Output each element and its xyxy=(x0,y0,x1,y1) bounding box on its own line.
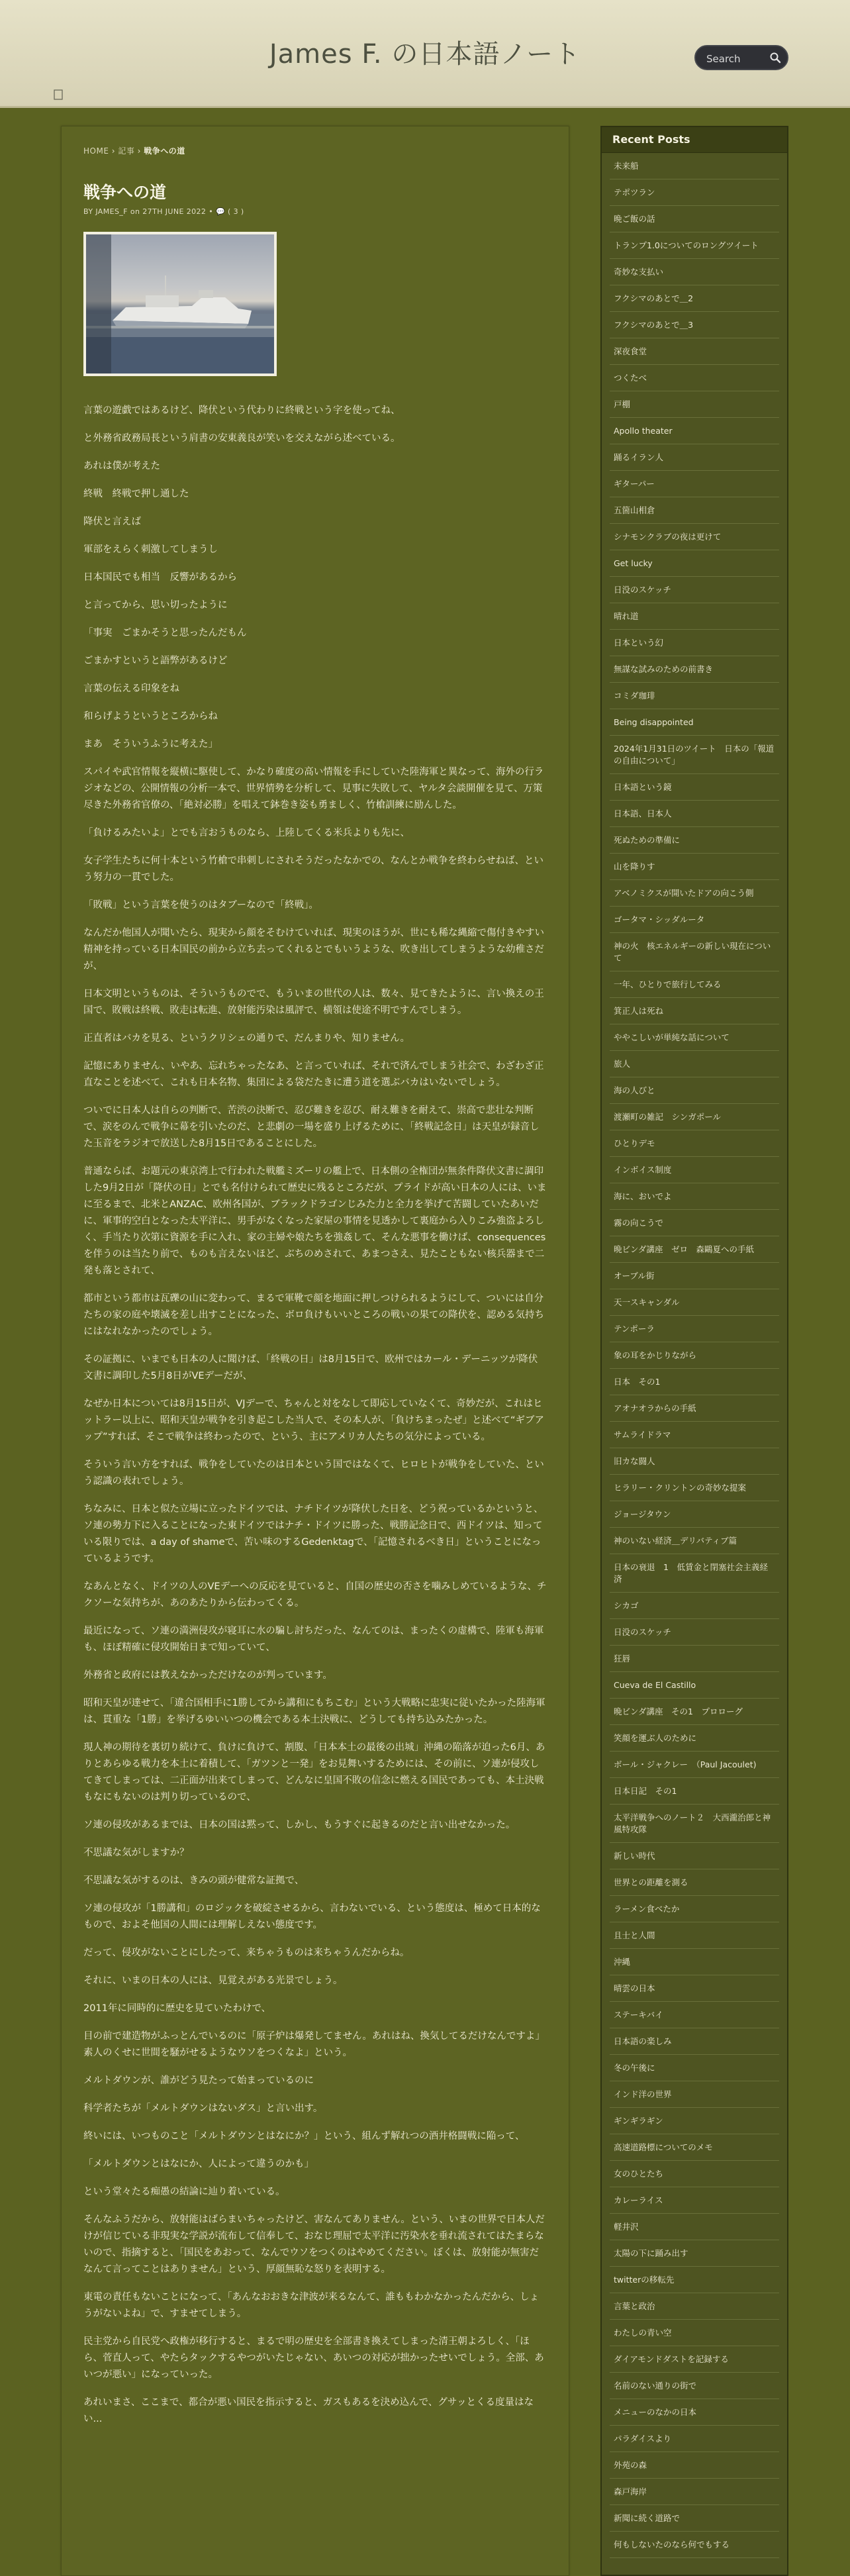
post-paragraph: 降伏と言えば xyxy=(83,517,141,527)
post-paragraph: まあ そういうふうに考えた」 xyxy=(83,739,218,750)
post-paragraph: 2011年に同時的に歴史を見ていたわけで、 xyxy=(83,2003,271,2014)
post-paragraph: 日本文明というものは、そういうものでで、もういまの世代の人は、数々、見てきたように、言い換えの王国で、敗戦は終戦、敗走は転進、放射能汚染は風評で、横領は使途不明ですんでしまう。 xyxy=(83,989,544,1016)
post-paragraph: 終いには、いつものこと「メルトダウンとはなにか？」という、組んず解れつの酒井格闘戦に陥って、 xyxy=(83,2131,525,2142)
recent-post-item xyxy=(610,2108,779,2134)
recent-post-link[interactable]: わたしの青い空 xyxy=(614,2328,672,2338)
recent-post-link[interactable]: 言葉と政治 xyxy=(614,2301,655,2311)
recent-post-item xyxy=(610,2532,779,2558)
search-icon[interactable] xyxy=(769,52,781,64)
recent-post-item xyxy=(610,1593,779,1619)
recent-post-link[interactable]: ヒラリー・クリントンの奇妙な提案 xyxy=(614,1483,747,1493)
recent-post-item xyxy=(610,391,779,418)
recent-post-link[interactable]: 太陽の下に踊み出す xyxy=(614,2248,688,2258)
recent-post-item xyxy=(610,1289,779,1316)
recent-post-item xyxy=(610,1263,779,1289)
search-box[interactable] xyxy=(694,45,788,70)
recent-post-link[interactable]: 死ぬための準備に xyxy=(614,835,681,845)
recent-post-item xyxy=(610,2161,779,2187)
recent-post-item xyxy=(610,1805,779,1843)
post-paragraph: 普通ならば、お題元の東京湾上で行われた戦艦ミズーリの艦上で、日本側の全権団が無条件降伏文書に調印した9月2日が「降伏の日」とでも名付けられて歴史に残るところだが、プライドが高い日本の人には、いまに至るまで、北米とANZAC、欧州各国が、ブラックドラゴンじみた力と全力を挙げて苦闘していたあいだに、軍事的空白となった太平洋に、男手がなくなった家屋の事情を見透かして裏庭から入りこみ強盗よろしく、手当たり次第に資源を手に入れ、家の主婦や娘たちを強姦して、そんな悪事を働けば、consequencesを伴うのは当たり前で、ものも言えないほど、ぶちのめされて、あまつさえ、見たこともない核兵器まで二発も落とされて、 xyxy=(83,1166,547,1276)
recent-post-item xyxy=(610,1843,779,1869)
post-paragraph: そんなふうだから、放射能はばらまいちゃったけど、害なんてありません。という、いまの世界で日本人だけが信じている非現実な学説が流布して信奉して、おなじ理屈で太平洋に汚染水を垂れ流されてはたまらないので、指摘すると、「国民をあおって、なんでウソをつくのはやめてください。ぼくは、放射能が無害だなんて言ってことはありません」という、厚顔無恥な怒りを表明する。 xyxy=(83,2214,545,2275)
post-paragraph: 目の前で建造物がふっとんでいるのに「原子炉は爆発してません。あれはね、換気してるだけなんですよ」素人のくせに世間を騒がせるようなウソをつくなよ」という。 xyxy=(83,2031,545,2058)
recent-post-item xyxy=(610,2505,779,2532)
post-paragraph: 女子学生たちに何十本という竹槍で串刺しにされそうだったなかでの、なんとか戦争を終わらせねば、という努力の一貫でした。 xyxy=(83,856,543,883)
recent-post-link[interactable]: twitterの移転先 xyxy=(614,2275,675,2285)
post-paragraph: それに、いまの日本の人には、見覚えがある光景でしょう。 xyxy=(83,1975,343,1986)
recent-post-item xyxy=(610,2293,779,2320)
post-paragraph: 民主党から自民党へ政権が移行すると、まるで明の歴史を全部書き換えてしまった清王朝よろしく、「ほら、菅直人って、やたらタックするやつがいたじゃない、あいつの対応が拙かったせいでしょう。全部、あいつが悪い」になっていった。 xyxy=(83,2336,544,2380)
recent-post-link[interactable]: 軽井沢 xyxy=(614,2222,639,2232)
recent-post-item xyxy=(610,1236,779,1263)
recent-post-link[interactable]: テンポーラ xyxy=(614,1324,655,1334)
recent-post-item xyxy=(610,2081,779,2108)
recent-post-item xyxy=(610,550,779,577)
menu-icon[interactable] xyxy=(53,89,64,101)
recent-post-link[interactable]: メニューのなかの日本 xyxy=(614,2407,697,2417)
recent-post-link[interactable]: 箕正人は死ね xyxy=(614,1006,664,1016)
recent-post-item xyxy=(610,259,779,285)
post-paragraph: なあんとなく、ドイツの人のVEデーへの反応を見ていると、自国の歴史の否さを噛みしめているような、チクソーな気持ちが、あのあたりから伝わってくる。 xyxy=(83,1581,547,1609)
recent-posts-list xyxy=(602,153,787,2558)
recent-post-item xyxy=(610,1475,779,1501)
recent-post-item xyxy=(610,683,779,709)
recent-post-link[interactable]: サムライドラマ xyxy=(614,1430,671,1440)
recent-post-item xyxy=(610,2452,779,2479)
recent-post-link[interactable]: 未来船 xyxy=(614,161,639,171)
recent-post-item xyxy=(610,1448,779,1475)
post-paragraph: 日本国民でも相当 反響があるから xyxy=(83,572,237,583)
recent-post-link[interactable]: 日本語の楽しみ xyxy=(614,2036,672,2046)
recent-post-item xyxy=(610,1210,779,1236)
recent-post-link[interactable]: 踊るイラン人 xyxy=(614,452,664,462)
featured-image[interactable] xyxy=(83,232,277,376)
recent-post-link[interactable]: 日本語という鏡 xyxy=(614,782,672,792)
recent-post-link[interactable]: 日本語、日本人 xyxy=(614,809,672,818)
post-paragraph: 「メルトダウンとはなにか、人によって違うのかも」 xyxy=(83,2159,314,2169)
recent-post-item xyxy=(610,603,779,630)
recent-post-item xyxy=(610,2267,779,2293)
recent-post-link[interactable]: 笑顔を運ぶ人のために xyxy=(614,1733,697,1743)
post-paragraph: 和らげようというところからね xyxy=(83,711,218,722)
post-paragraph: スパイや武官情報を縦横に駆使して、かなり確度の高い情報を手にしていた陸海軍と異なって、海外の行ラジオなどの、公開情報の分析一本で、世界情勢を分析して、見事に失敗して、ヤルタ会談開催を見て、万策尽きた外務省官僚の、「絶対必勝」を唱えて鉢巻き姿も勇ましく、竹槍訓練に励んした。 xyxy=(83,767,544,811)
recent-post-link[interactable]: 日没のスケッチ xyxy=(614,1627,671,1637)
recent-post-item xyxy=(610,880,779,907)
recent-post-item xyxy=(610,285,779,312)
recent-posts-title: Recent Posts xyxy=(602,127,787,153)
recent-post-item xyxy=(610,1024,779,1051)
post-paragraph: ごまかすというと語弊があるけど xyxy=(83,656,228,666)
recent-post-link[interactable]: 2024年1月31日のツイート 日本の「報道の自由について」 xyxy=(614,744,775,766)
recent-post-item xyxy=(610,854,779,880)
recent-post-item xyxy=(610,1183,779,1210)
post-paragraph: 最近になって、ソ連の満洲侵攻が寝耳に水の騙し討ちだった、なんてのは、まったくの虚構で、陸軍も海軍も、ほぼ精確に侵攻開始日まで知っていて、 xyxy=(83,1626,544,1653)
recent-post-link[interactable]: ボール・ジャクレー （Paul Jacoulet) xyxy=(614,1759,757,1769)
recent-post-link[interactable]: インド洋の世界 xyxy=(614,2089,672,2099)
recent-post-item xyxy=(610,1896,779,1922)
post-paragraph: 正直者はバカを見る、というクリシェの通りで、だんまりや、知りません。 xyxy=(83,1033,410,1044)
recent-post-item xyxy=(610,736,779,774)
recent-post-item xyxy=(610,630,779,656)
recent-post-item xyxy=(610,2320,779,2346)
recent-post-link[interactable]: 一年、ひとりで旅行してみる xyxy=(614,979,722,989)
recent-post-item xyxy=(610,2187,779,2214)
recent-post-item xyxy=(610,2373,779,2399)
recent-post-item xyxy=(610,2055,779,2081)
recent-post-link[interactable]: ギンギラギン xyxy=(614,2116,663,2126)
recent-post-item xyxy=(610,1922,779,1949)
recent-post-link[interactable]: コミダ珈琲 xyxy=(614,691,655,701)
recent-post-item xyxy=(610,1369,779,1395)
recent-post-link[interactable]: ギターパー xyxy=(614,479,655,489)
post-paragraph: なぜか日本については8月15日が、VJデーで、ちゃんと対をなして即応していなくて、奇妙だが、これはヒットラー以上に、昭和天皇が戦争を引き起こした当人で、その本人が、「負けちまったぜ」と述べて“ギブアップ”すれば、そこで戦争は終わったので、という、主にアメリカ人たちの気分によっている。 xyxy=(83,1399,544,1442)
site-header xyxy=(0,0,850,108)
recent-post-link[interactable]: アベノミクスが開いたドアの向こう側 xyxy=(614,888,754,898)
recent-post-item xyxy=(610,179,779,206)
recent-post-item xyxy=(610,1104,779,1130)
recent-post-item xyxy=(610,232,779,259)
recent-post-item xyxy=(610,2479,779,2505)
recent-post-link[interactable]: オーブル街 xyxy=(614,1271,655,1281)
recent-post-item xyxy=(610,1342,779,1369)
recent-post-item xyxy=(610,2028,779,2055)
recent-post-link[interactable]: アオナオラからの手紙 xyxy=(614,1403,696,1413)
post-paragraph: あれは僕が考えた xyxy=(83,461,160,471)
breadcrumb-separator: › xyxy=(109,146,118,156)
ship-photo xyxy=(86,234,274,373)
recent-post-link[interactable]: 深夜食堂 xyxy=(614,346,647,356)
post-paragraph: という堂々たる痴愚の結論に辿り着いている。 xyxy=(83,2187,285,2197)
recent-post-item xyxy=(610,801,779,827)
post-paragraph: ソ連の侵攻があるまでは、日本の国は黙って、しかし、もうすぐに起きるのだと言い出せなかった。 xyxy=(83,1820,516,1830)
recent-post-item xyxy=(610,365,779,391)
recent-post-link[interactable]: ゴータマ・シッダルータ xyxy=(614,915,705,924)
recent-post-item xyxy=(610,971,779,998)
recent-post-item xyxy=(610,1699,779,1725)
recent-post-item xyxy=(610,2399,779,2426)
recent-post-link[interactable]: 霧の向こうで xyxy=(614,1218,664,1228)
recent-post-link[interactable]: 沖縄 xyxy=(614,1957,631,1967)
recent-post-link[interactable]: 日本の衰退 1 低賃金と閉塞社会主義経済 xyxy=(614,1562,768,1584)
recent-post-link[interactable]: 無謀な試みのための前書き xyxy=(614,664,714,674)
recent-post-link[interactable]: 冬の午後に xyxy=(614,2063,655,2073)
recent-post-item xyxy=(610,998,779,1024)
recent-post-link[interactable]: ステーキバイ xyxy=(614,2010,663,2020)
post-paragraph: ソ連の侵攻が「1勝講和」のロジックを破綻させるから、言わないでいる、という態度は、極めて日本的なもので、およそ他国の人間には理解しえない態度です。 xyxy=(83,1903,541,1930)
post-paragraph: 記憶にありません、いやあ、忘れちゃったなあ、と言っていれば、それで済んでしまう社会で、わざわざ正直なことを述べて、これも日本名物、集団による袋だたきに遭う道を選ぶバカはいないでしょう。 xyxy=(83,1061,544,1088)
breadcrumb xyxy=(83,145,547,157)
recent-post-item xyxy=(610,1528,779,1554)
recent-post-item xyxy=(610,206,779,232)
recent-post-link[interactable]: 晩ご飯の話 xyxy=(614,214,655,224)
recent-post-link[interactable]: 渡瀬町の雑記 シンガポール xyxy=(614,1112,721,1122)
recent-post-item xyxy=(610,1316,779,1342)
breadcrumb-home-link[interactable]: HOME xyxy=(83,146,109,156)
post-paragraph: 不思議な気がするのは、きみの頭が健常な証拠で、 xyxy=(83,1875,305,1886)
recent-post-item xyxy=(610,1672,779,1699)
post-paragraph: だって、侵攻がないことにしたって、来ちゃうものは来ちゃうんだからね。 xyxy=(83,1948,410,1958)
recent-post-link[interactable]: 旅人 xyxy=(614,1059,631,1069)
recent-post-item xyxy=(610,709,779,736)
post-paragraph: その証拠に、いまでも日本の人に聞けば、「終戦の日」は8月15日で、欧州ではカール・デーニッツが降伏文書に調印した5月8日がVEデーだが、 xyxy=(83,1354,538,1381)
recent-post-link[interactable]: つくたべ xyxy=(614,373,647,383)
recent-post-link[interactable]: 山を降りす xyxy=(614,862,655,871)
recent-post-link[interactable]: 旧カな闘人 xyxy=(614,1456,655,1466)
recent-post-link[interactable]: フクシマのあとで＿3 xyxy=(614,320,694,330)
recent-post-item xyxy=(610,1157,779,1183)
post-paragraph: 終戦 終戦で押し通した xyxy=(83,489,189,499)
recent-post-link[interactable]: 新しい時代 xyxy=(614,1851,655,1861)
post-title: 戦争への道 xyxy=(83,183,167,202)
recent-post-link[interactable]: Get lucky xyxy=(614,558,653,568)
recent-post-link[interactable]: インボイス制度 xyxy=(614,1165,672,1175)
recent-post-link[interactable]: カレーライス xyxy=(614,2195,663,2205)
recent-post-link[interactable]: 奇妙な支払い xyxy=(614,267,664,277)
recent-post-link[interactable]: ジョージタウン xyxy=(614,1509,671,1519)
recent-post-link[interactable]: 世界との距離を測る xyxy=(614,1877,688,1887)
recent-post-link[interactable]: 晩ビンダ講座 その1 プロローグ xyxy=(614,1707,743,1716)
recent-post-link[interactable]: シナモンクラブの夜は更けて xyxy=(614,532,722,542)
recent-post-link[interactable]: 日本という幻 xyxy=(614,638,664,648)
post-paragraph: なんだか他国人が聞いたら、現実から顔をそむけていれば、現実のほうが、世にも稀な縄縮で傷付きやすい精神を持っている日本国民の前から立ち去ってくれるとでもいうような、吹き出してしまうような幼稚さだが、 xyxy=(83,928,544,971)
recent-post-link[interactable]: 新聞に続く道路で xyxy=(614,2513,681,2523)
breadcrumb-category-link[interactable]: 記事 xyxy=(118,146,135,156)
recent-post-link[interactable]: トランプ1.0についてのロングツイート xyxy=(614,240,759,250)
post-paragraph: 不思議な気がしますか？ xyxy=(83,1848,189,1858)
recent-post-item xyxy=(610,338,779,365)
recent-post-link[interactable]: ひとりデモ xyxy=(614,1138,655,1148)
recent-post-item xyxy=(610,2134,779,2161)
recent-post-item xyxy=(610,1725,779,1752)
recent-post-item xyxy=(610,471,779,497)
recent-post-link[interactable]: Apollo theater xyxy=(614,426,673,436)
recent-post-item xyxy=(610,524,779,550)
recent-post-link[interactable]: 森戸海岸 xyxy=(614,2487,647,2497)
recent-post-item xyxy=(610,1395,779,1422)
recent-post-link[interactable]: 太平洋戦争へのノート２ 大西瀧治郎と神風特攻隊 xyxy=(614,1812,771,1834)
post-paragraph: 外務省と政府には教えなかっただけなのが判っています。 xyxy=(83,1670,332,1681)
recent-post-item xyxy=(610,933,779,971)
recent-post-link[interactable]: Cueva de El Castillo xyxy=(614,1680,696,1690)
recent-post-item xyxy=(610,1501,779,1528)
post-paragraph: 現人神の期待を裏切り続けて、負けに負けて、割腹、「日本本土の最後の出城」沖縄の陥落が迫った6月、ありとあらゆる戦力を本土に着積して、「ガツンと一発」をお見舞いするためには、その前に、ソ連が侵攻してきてしまっては、二正面が出来てしまって、どんなに皇国不敗の信念に燃える国民であっても、本土決戦もなにもないのは判り切っているので、 xyxy=(83,1742,545,1803)
post-paragraph: 「敗戦」という言葉を使うのはタブーなので「終戦」。 xyxy=(83,900,318,911)
post-paragraph: 東電の責任もないことになって、「あんなおおきな津波が来るなんて、誰ももわかなかったんだから、しょうがないよね」で、すませてしまう。 xyxy=(83,2292,540,2319)
recent-post-item xyxy=(610,418,779,444)
recent-post-link[interactable]: 高速道路標についてのメモ xyxy=(614,2142,713,2152)
recent-post-link[interactable]: 五箇山相倉 xyxy=(614,505,655,515)
recent-post-item xyxy=(610,1422,779,1448)
recent-post-link[interactable]: 日没のスケッチ xyxy=(614,585,671,595)
recent-post-link[interactable]: 名前のない通りの街で xyxy=(614,2381,697,2391)
breadcrumb-current: 戦争への道 xyxy=(144,146,185,156)
recent-post-item xyxy=(610,1752,779,1778)
recent-post-item xyxy=(610,2002,779,2028)
recent-post-link[interactable]: 且士と人間 xyxy=(614,1930,655,1940)
recent-post-link[interactable]: 晴雲の日本 xyxy=(614,1983,655,1993)
recent-post-item xyxy=(610,444,779,471)
recent-post-link[interactable]: ラーメン食べたか xyxy=(614,1904,680,1914)
recent-post-item xyxy=(610,312,779,338)
recent-post-item xyxy=(610,1869,779,1896)
recent-post-link[interactable]: 海に、おいでよ xyxy=(614,1191,672,1201)
post-body xyxy=(83,403,547,2428)
recent-post-link[interactable]: テポツラン xyxy=(614,187,655,197)
recent-post-item xyxy=(610,1975,779,2002)
recent-post-link[interactable]: ややこしいが単純な話について xyxy=(614,1032,730,1042)
recent-post-item xyxy=(610,827,779,854)
post-paragraph: そういう言い方をすれば、戦争をしていたのは日本という国ではなくて、ヒロヒトが戦争をしていた、という認識の表れでしょう。 xyxy=(83,1460,544,1487)
recent-post-link[interactable]: 日本日記 その1 xyxy=(614,1786,677,1796)
sidebar xyxy=(600,126,788,2576)
post-paragraph: ついでに日本人は自らの判断で、苦渋の決断で、忍び難きを忍び、耐え難きを耐えて、崇高で悲壮な判断で、涙をのんで戦争に幕を引いたのだ、と悲劇の一場を盛り上げるために、「終戦記念日」は天皇が録音した玉音をラジオで放送した8月15日であることにした。 xyxy=(83,1105,540,1149)
recent-post-link[interactable]: Being disappointed xyxy=(614,717,694,727)
post-paragraph: メルトダウンが、誰がどう見たって始まっているのに xyxy=(83,2075,314,2086)
post-paragraph: 「負けるみたいよ」とでも言おうものなら、上陸してくる米兵よりも先に、 xyxy=(83,828,410,838)
post-meta[interactable]: BY JAMES_F on 27TH JUNE 2022 • 💬 ( 3 ) xyxy=(83,207,244,216)
recent-post-link[interactable]: 晴れ道 xyxy=(614,611,639,621)
post-paragraph: 言葉の遊戯ではあるけど、降伏という代わりに終戦という字を使ってね、 xyxy=(83,405,401,416)
recent-post-item xyxy=(610,2240,779,2267)
post-paragraph: 都市という都市は瓦礫の山に変わって、まるで軍靴で顔を地面に押しつけられるようにして、ついには自分たちの家の庭や壊滅を差し出すことになった、ボロ負けもいいところの戦いの果ての降伏を、認める気持ちにはなれなかったのでしょう。 xyxy=(83,1293,544,1337)
post-paragraph: あれいまさ、ここまで、都合が悪い国民を指示すると、ガスもあるを決め込んで、グサッとくる度量はない... xyxy=(83,2397,534,2424)
recent-post-item xyxy=(610,2214,779,2240)
recent-post-item xyxy=(610,774,779,801)
recent-post-item xyxy=(610,577,779,603)
breadcrumb-separator: › xyxy=(134,146,144,156)
post-paragraph: ちなみに、日本と似た立場に立ったドイツでは、ナチドイツが降伏した日を、どう祝っているかというと、ソ連の勢力下に入ることになった東ドイツではナチ・ドイツに勝った、戦勝記念日で、西ドイツは、知っている限りでは、a day of shameで、苦い味のするGedenktagで、「記憶されるべき日」ということになっているようです。 xyxy=(83,1504,543,1564)
recent-post-link[interactable]: フクシマのあとで＿2 xyxy=(614,293,694,303)
post-paragraph: と言ってから、思い切ったように xyxy=(83,600,228,611)
recent-post-link[interactable]: 神のいない経済＿デリバティブ篇 xyxy=(614,1536,737,1546)
recent-post-link[interactable]: 外苑の森 xyxy=(614,2460,647,2470)
recent-post-link[interactable]: 海の人びと xyxy=(614,1085,655,1095)
search-input[interactable] xyxy=(705,51,771,67)
post-paragraph: 昭和天皇が達せて、「違合国相手に1勝してから講和にもちこむ」という大戦略に忠実に従いたかった陸海軍は、貫重な「1勝」を挙げるゆいいつの機会である本土決戦に、どうしても持ち込みたかった。 xyxy=(83,1698,545,1725)
recent-post-item xyxy=(610,1554,779,1593)
main-content xyxy=(61,126,569,2576)
recent-post-link[interactable]: 女のひとたち xyxy=(614,2169,664,2179)
recent-post-item xyxy=(610,1778,779,1805)
post-paragraph: 「事実 ごまかそうと思ったんだもん xyxy=(83,628,247,638)
site-title[interactable]: James F. の日本語ノート xyxy=(269,39,581,70)
recent-post-item xyxy=(610,907,779,933)
recent-post-item xyxy=(610,497,779,524)
recent-post-link[interactable]: 何もしないたのなら何でもする xyxy=(614,2540,730,2550)
recent-post-link[interactable]: シカゴ xyxy=(614,1601,639,1610)
recent-post-item xyxy=(610,1619,779,1646)
post-paragraph: 科学者たちが「メルトダウンはないダス」と言い出す。 xyxy=(83,2103,323,2114)
recent-post-item xyxy=(610,1051,779,1077)
recent-post-item xyxy=(610,2426,779,2452)
recent-post-item xyxy=(610,153,779,179)
recent-post-item xyxy=(610,1949,779,1975)
recent-post-item xyxy=(610,1077,779,1104)
recent-post-item xyxy=(610,1130,779,1157)
recent-post-link[interactable]: 象の耳をかじりながら xyxy=(614,1350,697,1360)
recent-post-link[interactable]: 晩ビンダ講座 ゼロ 森鷗夏への手紙 xyxy=(614,1244,755,1254)
recent-post-link[interactable]: 戸棚 xyxy=(614,399,631,409)
post-paragraph: 軍部をえらく刺激してしまうし xyxy=(83,544,218,555)
recent-post-link[interactable]: 天一スキャンダル xyxy=(614,1297,680,1307)
recent-post-item xyxy=(610,656,779,683)
recent-post-link[interactable]: 日本 その1 xyxy=(614,1377,661,1387)
recent-post-item xyxy=(610,2346,779,2373)
recent-post-link[interactable]: 狂唇 xyxy=(614,1654,631,1663)
post-paragraph: と外務省政務局長という肩書の安東義良が笑いを交えながら述べている。 xyxy=(83,433,401,444)
recent-post-link[interactable]: 神の火 核エネルギーの新しい現在について xyxy=(614,941,771,963)
recent-post-item xyxy=(610,1646,779,1672)
recent-post-link[interactable]: パラダイスより xyxy=(614,2434,672,2444)
recent-post-link[interactable]: ダイアモンドダストを記録する xyxy=(614,2354,729,2364)
post-paragraph: 言葉の伝える印象をね xyxy=(83,683,179,694)
